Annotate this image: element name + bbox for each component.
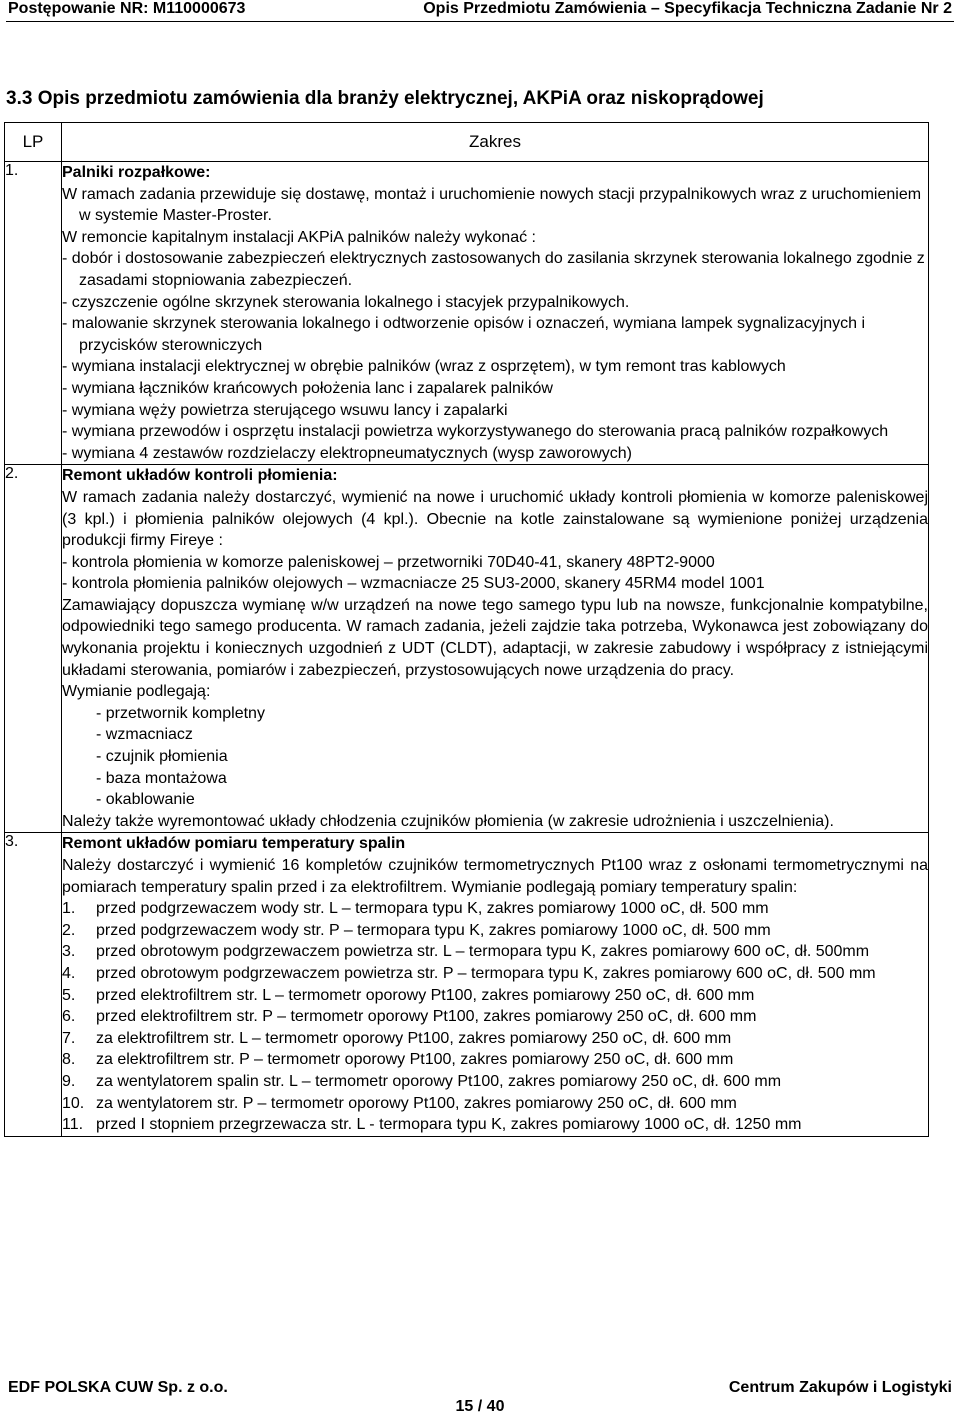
- column-header-lp: LP: [5, 123, 62, 162]
- list-item-text: za wentylatorem spalin str. L – termometr oporowy Pt100, zakres pomiarowy 250 oC, dł. 600 mm: [96, 1072, 782, 1090]
- row-number: 3.: [5, 833, 62, 1136]
- list-item-text: przed elektrofiltrem str. P – termometr oporowy Pt100, zakres pomiarowy 250 oC, dł. 600 mm: [96, 1008, 757, 1026]
- list-item-number: 11.: [62, 1116, 84, 1134]
- list-item: [62, 941, 928, 963]
- list-item-text: przed obrotowym podgrzewaczem powietrza str. P – termopara typu K, zakres pomiarowy 600 oC, dł. 500 mm: [96, 964, 876, 982]
- table-header-row: [5, 123, 929, 162]
- content-line: - dobór i dostosowanie zabezpieczeń elektrycznych zastosowanych do zasilania skrzynek sterowania lokalnego zgodnie z zasadami stopniowania zabezpieczeń.: [62, 250, 925, 289]
- row-heading: Remont układów pomiaru temperatury spalin: [62, 835, 406, 853]
- list-item: - baza montażowa: [96, 769, 227, 787]
- row-content: [62, 465, 929, 833]
- content-line: - kontrola płomienia w komorze paleniskowej – przetworniki 70D40-41, skanery 48PT2-9000: [62, 553, 715, 571]
- list-item-number: 3.: [62, 943, 76, 961]
- content-paragraph: Zamawiający dopuszcza wymianę w/w urządzeń na nowe tego samego typu lub na nowsze, funkcjonalnie kompatybilne, odpowiedniki tego samego producenta. W ramach zadania, jeżeli zajdzie taka potrzeba, Wykonawca jest zobowiązany do wykonania projektu i koniecznych uzgodnień z UDT (CLDT), adaptacji, w zakresie zabudowy i współpracy z istniejącymi układami sterowania, pomiarów i zabezpieczeń, przystosowujących nowe urządzenia do pracy.: [62, 596, 928, 679]
- list-item-text: za wentylatorem str. P – termometr oporowy Pt100, zakres pomiarowy 250 oC, dł. 600 mm: [96, 1094, 737, 1112]
- list-item-number: 2.: [62, 921, 76, 939]
- content-line: - wymiana 4 zestawów rozdzielaczy elektropneumatycznych (wysp zaworowych): [62, 444, 632, 462]
- section-title: 3.3 Opis przedmiotu zamówienia dla branży elektrycznej, AKPiA oraz niskoprądowej: [6, 88, 764, 109]
- page-header: [8, 0, 952, 22]
- row-number: 1.: [5, 162, 62, 465]
- list-item: [62, 963, 928, 985]
- list-item: - wzmacniacz: [96, 726, 193, 744]
- list-item-text: przed podgrzewaczem wody str. L – termopara typu K, zakres pomiarowy 1000 oC, dł. 500 mm: [96, 900, 769, 918]
- content-line: - wymiana przewodów i osprzętu instalacji powietrza wykorzystywanego do sterowania pracą palników rozpałkowych: [62, 423, 889, 441]
- list-item-text: za elektrofiltrem str. P – termometr oporowy Pt100, zakres pomiarowy 250 oC, dł. 600 mm: [96, 1051, 734, 1069]
- content-line: - wymiana łączników krańcowych położenia lanc i zapalarek palników: [62, 379, 553, 397]
- list-item: [62, 1028, 928, 1050]
- list-item: - przetwornik kompletny: [96, 704, 265, 722]
- list-item: [62, 1093, 928, 1115]
- row-number: 2.: [5, 465, 62, 833]
- list-item: [62, 1071, 928, 1093]
- table-row: [5, 162, 929, 465]
- content-line: - wymiana węży powietrza sterującego wsuwu lancy i zapalarki: [62, 401, 508, 419]
- list-item-text: za elektrofiltrem str. L – termometr oporowy Pt100, zakres pomiarowy 250 oC, dł. 600 mm: [96, 1029, 732, 1047]
- list-item-number: 9.: [62, 1072, 76, 1090]
- content-line: - wymiana instalacji elektrycznej w obrębie palników (wraz z osprzętem), w tym remont tras kablowych: [62, 358, 786, 376]
- scope-table: [4, 122, 929, 1137]
- list-item-number: 6.: [62, 1008, 76, 1026]
- content-line: Wymianie podlegają:: [62, 683, 211, 701]
- content-line: - kontrola płomienia palników olejowych – wzmacniacze 25 SU3-2000, skanery 45RM4 model 1001: [62, 575, 765, 593]
- page-number: 15 / 40: [455, 1398, 505, 1415]
- content-paragraph: Należy także wyremontować układy chłodzenia czujników płomienia (w zakresie udrożnienia i uszczelnienia).: [62, 812, 834, 830]
- list-item: [62, 1114, 928, 1136]
- list-item: - okablowanie: [96, 791, 195, 809]
- list-item-number: 7.: [62, 1029, 76, 1047]
- list-item-number: 1.: [62, 900, 76, 918]
- footer-department: Centrum Zakupów i Logistyki: [728, 1379, 952, 1396]
- content-line: - malowanie skrzynek sterowania lokalnego i odtworzenie opisów i oznaczeń, wymiana lampek sygnalizacyjnych i przycisków sterowniczych: [62, 315, 866, 354]
- content-line: W remoncie kapitalnym instalacji AKPiA palników należy wykonać :: [62, 228, 536, 246]
- list-item-text: przed elektrofiltrem str. L – termometr oporowy Pt100, zakres pomiarowy 250 oC, dł. 600 mm: [96, 986, 755, 1004]
- row-content: [62, 833, 929, 1136]
- list-item: [62, 1006, 928, 1028]
- measurement-list: [62, 898, 928, 1136]
- content-paragraph: W ramach zadania należy dostarczyć, wymienić na nowe i uruchomić układy kontroli płomienia w komorze paleniskowej (3 kpl.) i płomienia palników olejowych (4 kpl.). Obecnie na kotle zainstalowane są wymienione poniżej urządzenia produkcji firmy Fireye :: [62, 488, 928, 550]
- list-item-number: 4.: [62, 964, 76, 982]
- list-item-text: przed podgrzewaczem wody str. P – termopara typu K, zakres pomiarowy 1000 oC, dł. 500 mm: [96, 921, 771, 939]
- list-item-number: 5.: [62, 986, 76, 1004]
- list-item-number: 8.: [62, 1051, 76, 1069]
- list-item: [62, 920, 928, 942]
- table-row: [5, 833, 929, 1136]
- row-heading: Palniki rozpałkowe:: [62, 164, 211, 181]
- header-document-title: Opis Przedmiotu Zamówienia – Specyfikacja Techniczna Zadanie Nr 2: [423, 0, 952, 17]
- column-header-zakres: Zakres: [62, 123, 929, 162]
- header-divider: [6, 21, 954, 22]
- row-heading: Remont układów kontroli płomienia:: [62, 467, 338, 485]
- content-line: - czyszczenie ogólne skrzynek sterowania lokalnego i stacyjek przypalnikowych.: [62, 293, 630, 311]
- page-footer: [8, 1379, 952, 1397]
- content-line: W ramach zadania przewiduje się dostawę, montaż i uruchomienie nowych stacji przypalnikowych wraz z uruchomieniem w systemie Master-Proster.: [62, 185, 922, 225]
- footer-company: EDF POLSKA CUW Sp. z o.o.: [8, 1379, 228, 1396]
- list-item-number: 10.: [62, 1094, 85, 1112]
- list-item-text: przed I stopniem przegrzewacza str. L - termopara typu K, zakres pomiarowy 1000 oC, dł. 1250 mm: [96, 1116, 802, 1134]
- content-paragraph: Należy dostarczyć i wymienić 16 kompletów czujników termometrycznych Pt100 wraz z osłonami termometrycznymi na pomiarach temperatury spalin przed i za elektrofiltrem. Wymianie podlegają pomiary temperatury spalin:: [62, 857, 928, 896]
- list-item-text: przed obrotowym podgrzewaczem powietrza str. L – termopara typu K, zakres pomiarowy 600 oC, dł. 500mm: [96, 943, 870, 961]
- row-content: [62, 162, 929, 465]
- list-item: [62, 1049, 928, 1071]
- header-procedure-number: Postępowanie NR: M110000673: [8, 0, 246, 17]
- table-row: [5, 465, 929, 833]
- list-item: [62, 898, 928, 920]
- list-item: - czujnik płomienia: [96, 748, 228, 766]
- list-item: [62, 985, 928, 1007]
